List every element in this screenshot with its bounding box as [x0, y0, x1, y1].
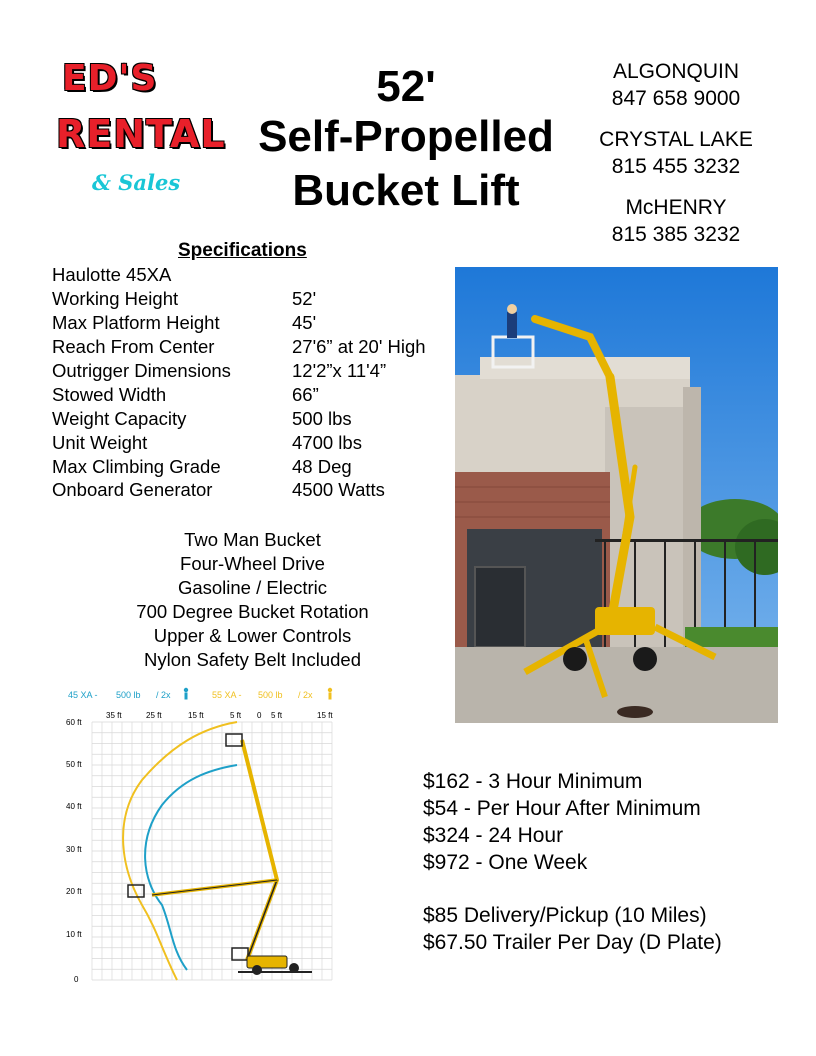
lift-photo-illustration: [455, 267, 778, 723]
title-height: 52': [376, 62, 436, 111]
title-type: Self-Propelled: [258, 112, 554, 161]
x-tick: 15 ft: [317, 711, 333, 720]
spec-value: 52': [292, 288, 317, 309]
x-tick: 25 ft: [146, 711, 162, 720]
legend-45xa-load: 500 lb: [116, 690, 141, 700]
y-tick: 10 ft: [66, 930, 82, 939]
working-range-svg: [62, 680, 362, 990]
spec-value: 45': [292, 312, 317, 333]
location-name: McHENRY: [625, 196, 727, 219]
feature-item: 700 Degree Bucket Rotation: [136, 601, 369, 622]
spec-value: 4700 lbs: [292, 432, 362, 453]
legend-55xa-persons: / 2x: [298, 690, 313, 700]
spec-label: Stowed Width: [52, 384, 167, 405]
spec-value: 500 lbs: [292, 408, 352, 429]
location-algonquin: [586, 58, 766, 112]
person-icon: [184, 688, 188, 692]
person-icon: [185, 693, 188, 700]
title-product: Bucket Lift: [292, 166, 520, 215]
working-range-chart: [62, 680, 362, 990]
y-tick: 30 ft: [66, 845, 82, 854]
spec-value: 12'2”x 11'4”: [292, 360, 387, 381]
logo-rental: RENTAL: [56, 112, 226, 156]
person-icon: [329, 693, 332, 700]
x-tick: 5 ft: [230, 711, 242, 720]
y-tick: 20 ft: [66, 887, 82, 896]
product-photo: [455, 267, 778, 723]
price-3-hour: $162 - 3 Hour Minimum: [423, 770, 643, 793]
spec-label: Unit Weight: [52, 432, 148, 453]
spec-label: Reach From Center: [52, 336, 215, 357]
legend-45xa-persons: / 2x: [156, 690, 171, 700]
location-phone: 815 455 3232: [611, 155, 741, 178]
feature-item: Two Man Bucket: [184, 529, 321, 550]
price-delivery: $85 Delivery/Pickup (10 Miles): [423, 904, 707, 927]
x-tick: 35 ft: [106, 711, 122, 720]
y-tick: 0: [74, 975, 79, 984]
feature-item: Gasoline / Electric: [177, 577, 328, 598]
logo-sales: & Sales: [92, 170, 181, 195]
legend-55xa-model: 55 XA -: [212, 690, 242, 700]
person-icon: [328, 688, 332, 692]
spec-model-name: Haulotte 45XA: [52, 264, 172, 285]
spec-label: Weight Capacity: [52, 408, 187, 429]
y-tick: 60 ft: [66, 718, 82, 727]
price-one-week: $972 - One Week: [423, 851, 588, 874]
x-tick: 0: [257, 711, 262, 720]
feature-item: Nylon Safety Belt Included: [144, 649, 361, 670]
spec-value: 48 Deg: [292, 456, 352, 477]
feature-item: Four-Wheel Drive: [180, 553, 325, 574]
logo-eds: ED'S: [62, 58, 158, 99]
specifications-heading: Specifications: [178, 240, 307, 261]
spec-label: Working Height: [52, 288, 179, 309]
spec-label: Onboard Generator: [52, 479, 213, 500]
location-phone: 815 385 3232: [611, 223, 741, 246]
spec-value: 27'6” at 20' High: [292, 336, 426, 357]
spec-label: Max Climbing Grade: [52, 456, 221, 477]
lift-diagram: [128, 734, 312, 975]
y-tick: 40 ft: [66, 802, 82, 811]
location-name: CRYSTAL LAKE: [599, 128, 753, 151]
location-crystal-lake: [586, 126, 766, 180]
y-tick: 50 ft: [66, 760, 82, 769]
price-trailer: $67.50 Trailer Per Day (D Plate): [423, 931, 722, 954]
location-name: ALGONQUIN: [612, 60, 740, 83]
spec-label: Outrigger Dimensions: [52, 360, 231, 381]
features-list: [100, 528, 405, 672]
location-mchenry: [586, 194, 766, 248]
chart-grid: [92, 722, 332, 980]
price-per-hour: $54 - Per Hour After Minimum: [423, 797, 701, 820]
legend-45xa-model: 45 XA -: [68, 690, 98, 700]
location-phone: 847 658 9000: [611, 87, 741, 110]
price-24-hour: $324 - 24 Hour: [423, 824, 564, 847]
legend-55xa-load: 500 lb: [258, 690, 283, 700]
spec-label: Max Platform Height: [52, 312, 220, 333]
spec-value: 4500 Watts: [292, 479, 385, 500]
x-tick: 5 ft: [271, 711, 283, 720]
spec-value: 66”: [292, 384, 319, 405]
feature-item: Upper & Lower Controls: [153, 625, 352, 646]
x-tick: 15 ft: [188, 711, 204, 720]
